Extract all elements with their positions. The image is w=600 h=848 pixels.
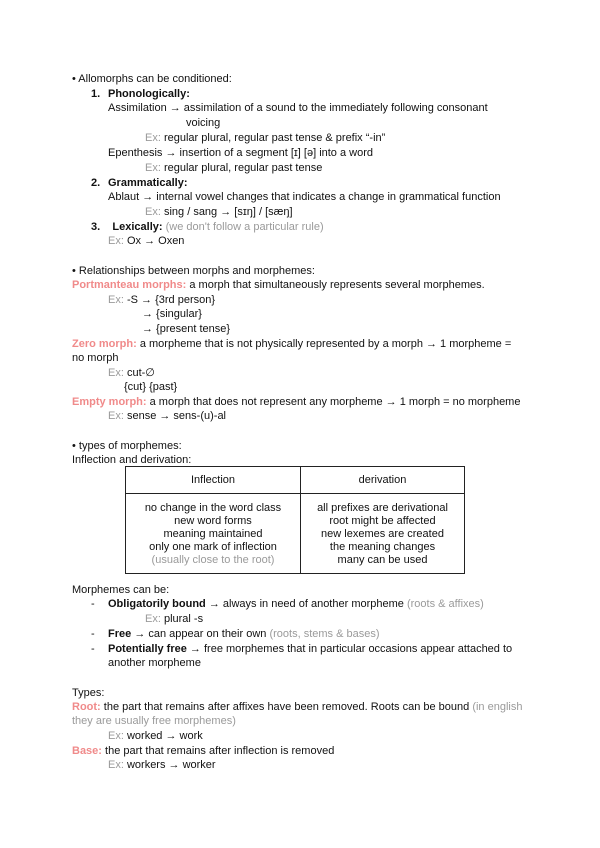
table-row: [126, 494, 465, 574]
example-label: Ex:: [108, 294, 124, 306]
relationships-heading: • Relationships between morphs and morphemes:: [72, 265, 315, 277]
example-continuation: → {present tense}: [142, 323, 231, 335]
list-dash: -: [91, 598, 95, 610]
base-label: Base:: [72, 745, 102, 757]
example-line: [108, 234, 184, 248]
example-label: Ex:: [108, 367, 124, 379]
example-text: -S → {3rd person}: [126, 294, 216, 306]
root-note: (in english: [472, 701, 523, 713]
example-label: Ex:: [108, 410, 124, 422]
table-cell-derivation: [301, 494, 465, 574]
list-number-3: 3.: [91, 221, 101, 233]
list-number-1: 1.: [91, 88, 101, 100]
types-subheading: Types:: [72, 687, 105, 699]
table-cell-line: no change in the word class: [144, 502, 282, 514]
list-dash: -: [91, 643, 95, 655]
example-continuation: → {singular}: [142, 308, 202, 320]
inflection-derivation-table: [125, 466, 465, 574]
ablaut-line: Ablaut → internal vowel changes that indicates a change in grammatical function: [108, 191, 501, 203]
example-text: sense → sens-(u)-al: [126, 410, 227, 422]
table-cell-line: new lexemes are created: [321, 528, 444, 540]
base-text: the part that remains after inflection is removed: [105, 745, 335, 757]
example-text: regular plural, regular past tense & prefix “-in”: [163, 132, 386, 144]
empty-morph-text: a morph that does not represent any morpheme → 1 morph = no morpheme: [149, 396, 521, 408]
potentially-free-label: Potentially free: [108, 643, 187, 655]
obligatorily-bound-text: → always in need of another morpheme: [208, 598, 404, 610]
base-line: [72, 744, 334, 758]
example-text: plural -s: [163, 613, 204, 625]
table-cell-line: the meaning changes: [329, 541, 436, 553]
portmanteau-text: a morph that simultaneously represents several morphemes.: [189, 279, 485, 291]
example-label: Ex:: [145, 206, 161, 218]
root-text: the part that remains after affixes have been removed. Roots can be bound: [103, 701, 470, 713]
example-label: Ex:: [145, 132, 161, 144]
example-line: [108, 758, 216, 772]
morphemes-can-be-heading: Morphemes can be:: [72, 584, 170, 596]
obligatorily-bound-line: [108, 597, 484, 611]
table-cell-inflection: [126, 494, 301, 574]
zero-morph-line: [72, 337, 511, 351]
example-label: Ex:: [108, 759, 124, 771]
example-label: Ex:: [108, 730, 124, 742]
example-text: regular plural, regular past tense: [163, 162, 323, 174]
example-label: Ex:: [145, 613, 161, 625]
example-text: cut-∅: [126, 367, 155, 379]
table-cell-line: new word forms: [174, 515, 252, 527]
zero-morph-label: Zero morph:: [72, 338, 137, 350]
example-line: [108, 409, 226, 423]
example-continuation: {cut} {past}: [124, 381, 178, 393]
free-note: (roots, stems & bases): [269, 628, 380, 640]
example-line: [145, 205, 293, 219]
phonologically-label: Phonologically:: [108, 88, 190, 100]
root-label: Root:: [72, 701, 101, 713]
assimilation-line-cont: voicing: [186, 117, 221, 129]
epenthesis-line: Epenthesis → insertion of a segment [ɪ] [ə] into a word: [108, 147, 373, 159]
lexically-line: [91, 220, 324, 234]
example-line: [108, 366, 155, 380]
zero-morph-line-cont: no morph: [72, 352, 119, 364]
free-line: [108, 627, 380, 641]
table-cell-line: only one mark of inflection: [149, 541, 277, 553]
empty-morph-line: [72, 395, 520, 409]
example-text: worked → work: [126, 730, 203, 742]
example-line: [145, 131, 385, 145]
grammatically-label: Grammatically:: [108, 177, 188, 189]
example-line: [108, 293, 215, 307]
table-header-row: [126, 467, 465, 494]
lexically-note: (we don't follow a particular rule): [165, 221, 324, 233]
example-label: Ex:: [108, 235, 124, 247]
example-label: Ex:: [145, 162, 161, 174]
zero-morph-text: a morpheme that is not physically represented by a morph → 1 morpheme =: [139, 338, 512, 350]
obligatorily-bound-label: Obligatorily bound: [108, 598, 206, 610]
root-note-cont: they are usually free morphemes): [72, 715, 236, 727]
table-cell-line: meaning maintained: [163, 528, 263, 540]
potentially-free-line-cont: another morpheme: [108, 657, 201, 669]
table-header-derivation: derivation: [301, 467, 465, 494]
free-text: → can appear on their own: [134, 628, 267, 640]
obligatorily-bound-note: (roots & affixes): [406, 598, 484, 610]
potentially-free-text: → free morphemes that in particular occasions appear attached to: [189, 643, 513, 655]
types-heading: • types of morphemes:: [72, 440, 182, 452]
list-dash: -: [91, 628, 95, 640]
portmanteau-label: Portmanteau morphs:: [72, 279, 187, 291]
assimilation-line: Assimilation → assimilation of a sound to the immediately following consonant: [108, 102, 488, 114]
potentially-free-line: [108, 642, 512, 656]
lexically-label: Lexically:: [112, 221, 163, 233]
table-cell-note: (usually close to the root): [151, 554, 275, 566]
empty-morph-label: Empty morph:: [72, 396, 147, 408]
table-cell-line: all prefixes are derivational: [317, 502, 448, 514]
example-line: [145, 161, 322, 175]
portmanteau-line: [72, 278, 485, 292]
allomorphs-heading: • Allomorphs can be conditioned:: [72, 73, 232, 85]
example-text: Ox → Oxen: [126, 235, 185, 247]
example-text: sing / sang → [sɪŋ] / [sæŋ]: [163, 206, 293, 218]
table-header-inflection: Inflection: [126, 467, 301, 494]
free-label: Free: [108, 628, 132, 640]
example-text: workers → worker: [126, 759, 216, 771]
table-cell-line: many can be used: [337, 554, 428, 566]
table-cell-line: root might be affected: [329, 515, 436, 527]
inflection-derivation-heading: Inflection and derivation:: [72, 454, 192, 466]
example-line: [145, 612, 203, 626]
root-line: [72, 700, 522, 714]
example-line: [108, 729, 203, 743]
list-number-2: 2.: [91, 177, 101, 189]
